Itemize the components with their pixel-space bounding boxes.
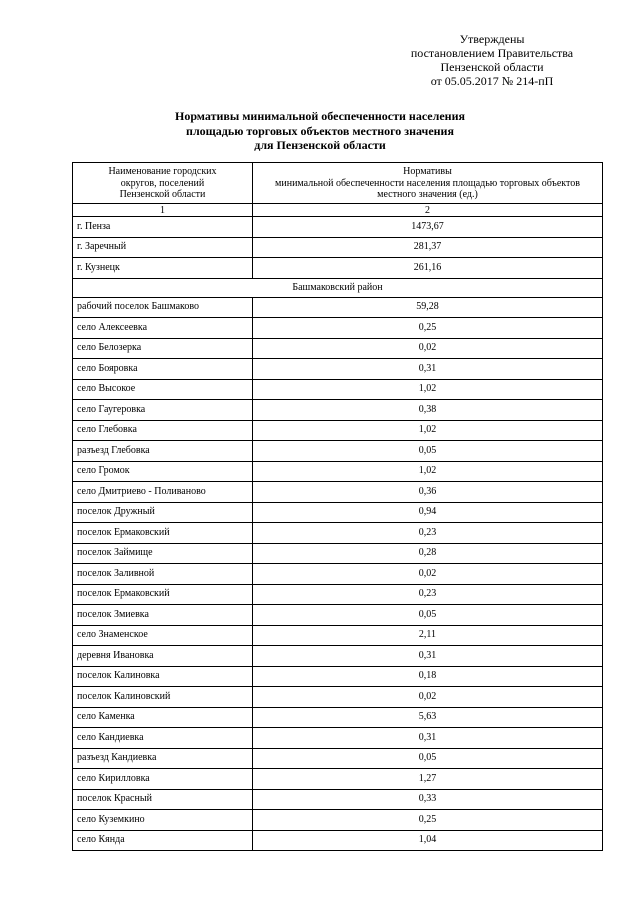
- settlement-name: поселок Калиновка: [73, 666, 253, 687]
- header-text: Наименование городских: [108, 166, 217, 178]
- district-name: Башмаковский район: [73, 278, 603, 297]
- table-row: [73, 359, 603, 380]
- settlement-name: село Куземкино: [73, 810, 253, 831]
- table-row: [73, 687, 603, 708]
- table-row: [73, 543, 603, 564]
- column-number: 2: [253, 204, 603, 217]
- settlement-name: поселок Ермаковский: [73, 584, 253, 605]
- table-row: [73, 625, 603, 646]
- header-cell-norm: [253, 163, 603, 204]
- norm-value: 0,05: [253, 748, 603, 769]
- title-line: для Пензенской области: [254, 138, 386, 152]
- table-header-row: [73, 163, 603, 204]
- approval-line: постановлением Правительства: [410, 46, 574, 60]
- norm-value: 0,02: [253, 338, 603, 359]
- norm-value: 0,05: [253, 441, 603, 462]
- norm-value: 59,28: [253, 297, 603, 318]
- settlement-name: разъезд Кандиевка: [73, 748, 253, 769]
- settlement-name: поселок Ермаковский: [73, 523, 253, 544]
- settlement-name: село Глебовка: [73, 420, 253, 441]
- settlement-name: поселок Дружный: [73, 502, 253, 523]
- title-line: площадью торговых объектов местного значения: [186, 123, 454, 138]
- table-row: [73, 461, 603, 482]
- norm-value: 0,36: [253, 482, 603, 503]
- settlement-name: село Гаугеровка: [73, 400, 253, 421]
- norms-table: [72, 162, 603, 851]
- norm-value: 0,25: [253, 318, 603, 339]
- table-row: [73, 646, 603, 667]
- norm-value: 0,02: [253, 564, 603, 585]
- header-text: округов, поселений: [120, 177, 205, 189]
- table-row: [73, 666, 603, 687]
- settlement-name: село Громок: [73, 461, 253, 482]
- norm-value: 0,31: [253, 646, 603, 667]
- header-text: Пензенской области: [119, 189, 206, 201]
- settlement-name: рабочий поселок Башмаково: [73, 297, 253, 318]
- norm-value: 0,31: [253, 728, 603, 749]
- table-row: [73, 258, 603, 279]
- approval-line: Пензенской области: [440, 60, 544, 74]
- norm-value: 0,25: [253, 810, 603, 831]
- norm-value: 1,04: [253, 830, 603, 851]
- settlement-name: село Дмитриево - Поливаново: [73, 482, 253, 503]
- settlement-name: село Высокое: [73, 379, 253, 400]
- settlement-name: село Бояровка: [73, 359, 253, 380]
- norm-value: 2,11: [253, 625, 603, 646]
- settlement-name: г. Кузнецк: [73, 258, 253, 279]
- settlement-name: село Алексеевка: [73, 318, 253, 339]
- norm-value: 0,23: [253, 523, 603, 544]
- table-row: [73, 217, 603, 238]
- norm-value: 1473,67: [253, 217, 603, 238]
- table-row: [73, 789, 603, 810]
- table-row: [73, 769, 603, 790]
- norm-value: 0,02: [253, 687, 603, 708]
- approval-stamp: [392, 32, 592, 88]
- table-row: [73, 400, 603, 421]
- settlement-name: село Белозерка: [73, 338, 253, 359]
- settlement-name: село Каменка: [73, 707, 253, 728]
- settlement-name: поселок Змиевка: [73, 605, 253, 626]
- settlement-name: разъезд Глебовка: [73, 441, 253, 462]
- table-row: [73, 748, 603, 769]
- table-row: [73, 810, 603, 831]
- settlement-name: поселок Красный: [73, 789, 253, 810]
- column-number: 1: [73, 204, 253, 217]
- settlement-name: поселок Заливной: [73, 564, 253, 585]
- header-text: минимальной обеспеченности населения площадью торговых объектов: [275, 177, 580, 189]
- norm-value: 1,02: [253, 461, 603, 482]
- approval-line: Утверждены: [459, 32, 525, 46]
- district-header-row: [73, 278, 603, 297]
- norm-value: 0,94: [253, 502, 603, 523]
- table-row: [73, 237, 603, 258]
- column-number-row: [73, 204, 603, 217]
- norm-value: 0,18: [253, 666, 603, 687]
- table-row: [73, 482, 603, 503]
- table-row: [73, 318, 603, 339]
- table-row: [73, 605, 603, 626]
- header-text: местного значения (ед.): [377, 189, 478, 201]
- table-row: [73, 379, 603, 400]
- norm-value: 5,63: [253, 707, 603, 728]
- norm-value: 0,31: [253, 359, 603, 380]
- settlement-name: село Кандиевка: [73, 728, 253, 749]
- table-row: [73, 297, 603, 318]
- norm-value: 0,05: [253, 605, 603, 626]
- settlement-name: г. Заречный: [73, 237, 253, 258]
- norm-value: 261,16: [253, 258, 603, 279]
- header-text: Нормативы: [403, 166, 452, 178]
- table-row: [73, 564, 603, 585]
- table-row: [73, 441, 603, 462]
- norm-value: 0,38: [253, 400, 603, 421]
- norm-value: 1,27: [253, 769, 603, 790]
- table-row: [73, 728, 603, 749]
- table-row: [73, 420, 603, 441]
- settlement-name: поселок Займище: [73, 543, 253, 564]
- settlement-name: село Кирилловка: [73, 769, 253, 790]
- norm-value: 0,23: [253, 584, 603, 605]
- norm-value: 0,28: [253, 543, 603, 564]
- norm-value: 1,02: [253, 379, 603, 400]
- table-row: [73, 584, 603, 605]
- table-row: [73, 523, 603, 544]
- settlement-name: г. Пенза: [73, 217, 253, 238]
- table-row: [73, 338, 603, 359]
- norm-value: 281,37: [253, 237, 603, 258]
- table-row: [73, 502, 603, 523]
- settlement-name: деревня Ивановка: [73, 646, 253, 667]
- settlement-name: поселок Калиновский: [73, 687, 253, 708]
- norm-value: 1,02: [253, 420, 603, 441]
- settlement-name: село Кяндa: [73, 830, 253, 851]
- header-cell-name: [73, 163, 253, 204]
- document-title: [0, 109, 640, 153]
- norm-value: 0,33: [253, 789, 603, 810]
- table-row: [73, 707, 603, 728]
- approval-line: от 05.05.2017 № 214-пП: [430, 74, 554, 88]
- settlement-name: село Знаменское: [73, 625, 253, 646]
- table-row: [73, 830, 603, 851]
- title-line: Нормативы минимальной обеспеченности населения: [174, 109, 465, 123]
